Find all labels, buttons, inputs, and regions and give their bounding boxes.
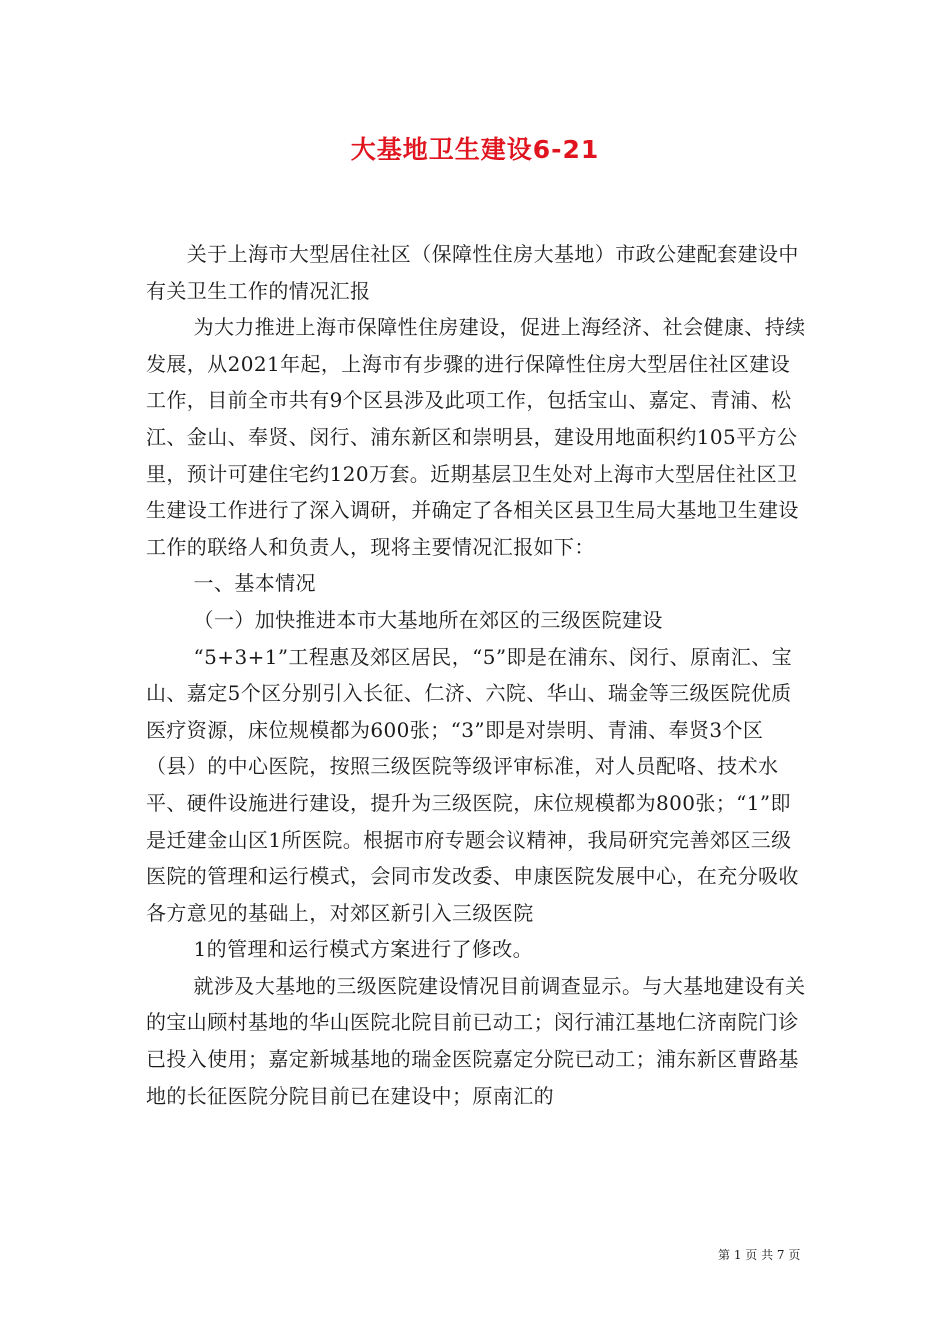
paragraph: 就涉及大基地的三级医院建设情况目前调查显示。与大基地建设有关的宝山顾村基地的华山医院北院目前已动工；闵行浦江基地仁济南院门诊已投入使用；嘉定新城基地的瑞金医院嘉定分院已动工；浦东新区曹路基地的长征医院分院目前已在建设中；原南汇的 [146, 973, 806, 1108]
paragraph: 1的管理和运行模式方案进行了修改。 [146, 937, 534, 962]
page-number-footer: 第 1 页 共 7 页 [718, 1248, 801, 1262]
document-title: 大基地卫生建设6-21 [350, 135, 600, 164]
document-body [146, 236, 806, 1114]
paragraph: 为大力推进上海市保障性住房建设，促进上海经济、社会健康、持续发展，从2021年起，上海市有步骤的进行保障性住房大型居住社区建设工作，目前全市共有9个区县涉及此项工作，包括宝山、嘉定、青浦、松江、金山、奉贤、闵行、浦东新区和崇明县，建设用地面积约105平方公里，预计可建住宅约120万套。近期基层卫生处对上海市大型居住社区卫生建设工作进行了深入调研，并确定了各相关区县卫生局大基地卫生建设工作的联络人和负责人，现将主要情况汇报如下： [146, 315, 806, 559]
paragraph: （一）加快推进本市大基地所在郊区的三级医院建设 [146, 607, 663, 632]
paragraph: “5+3+1”工程惠及郊区居民，“5”即是在浦东、闵行、原南汇、宝山、嘉定5个区分别引入长征、仁济、六院、华山、瑞金等三级医院优质医疗资源，床位规模都为600张；“3”即是对崇明、青浦、奉贤3个区（县）的中心医院，按照三级医院等级评审标准，对人员配咯、技术水平、硬件设施进行建设，提升为三级医院，床位规模都为800张；“1”即是迁建金山区1所医院。根据市府专题会议精神，我局研究完善郊区三级医院的管理和运行模式，会同市发改委、申康医院发展中心，在充分吸收各方意见的基础上，对郊区新引入三级医院 [146, 644, 799, 925]
paragraph: 关于上海市大型居住社区（保障性住房大基地）市政公建配套建设中有关卫生工作的情况汇报 [146, 242, 799, 303]
paragraph: 一、基本情况 [146, 571, 316, 596]
